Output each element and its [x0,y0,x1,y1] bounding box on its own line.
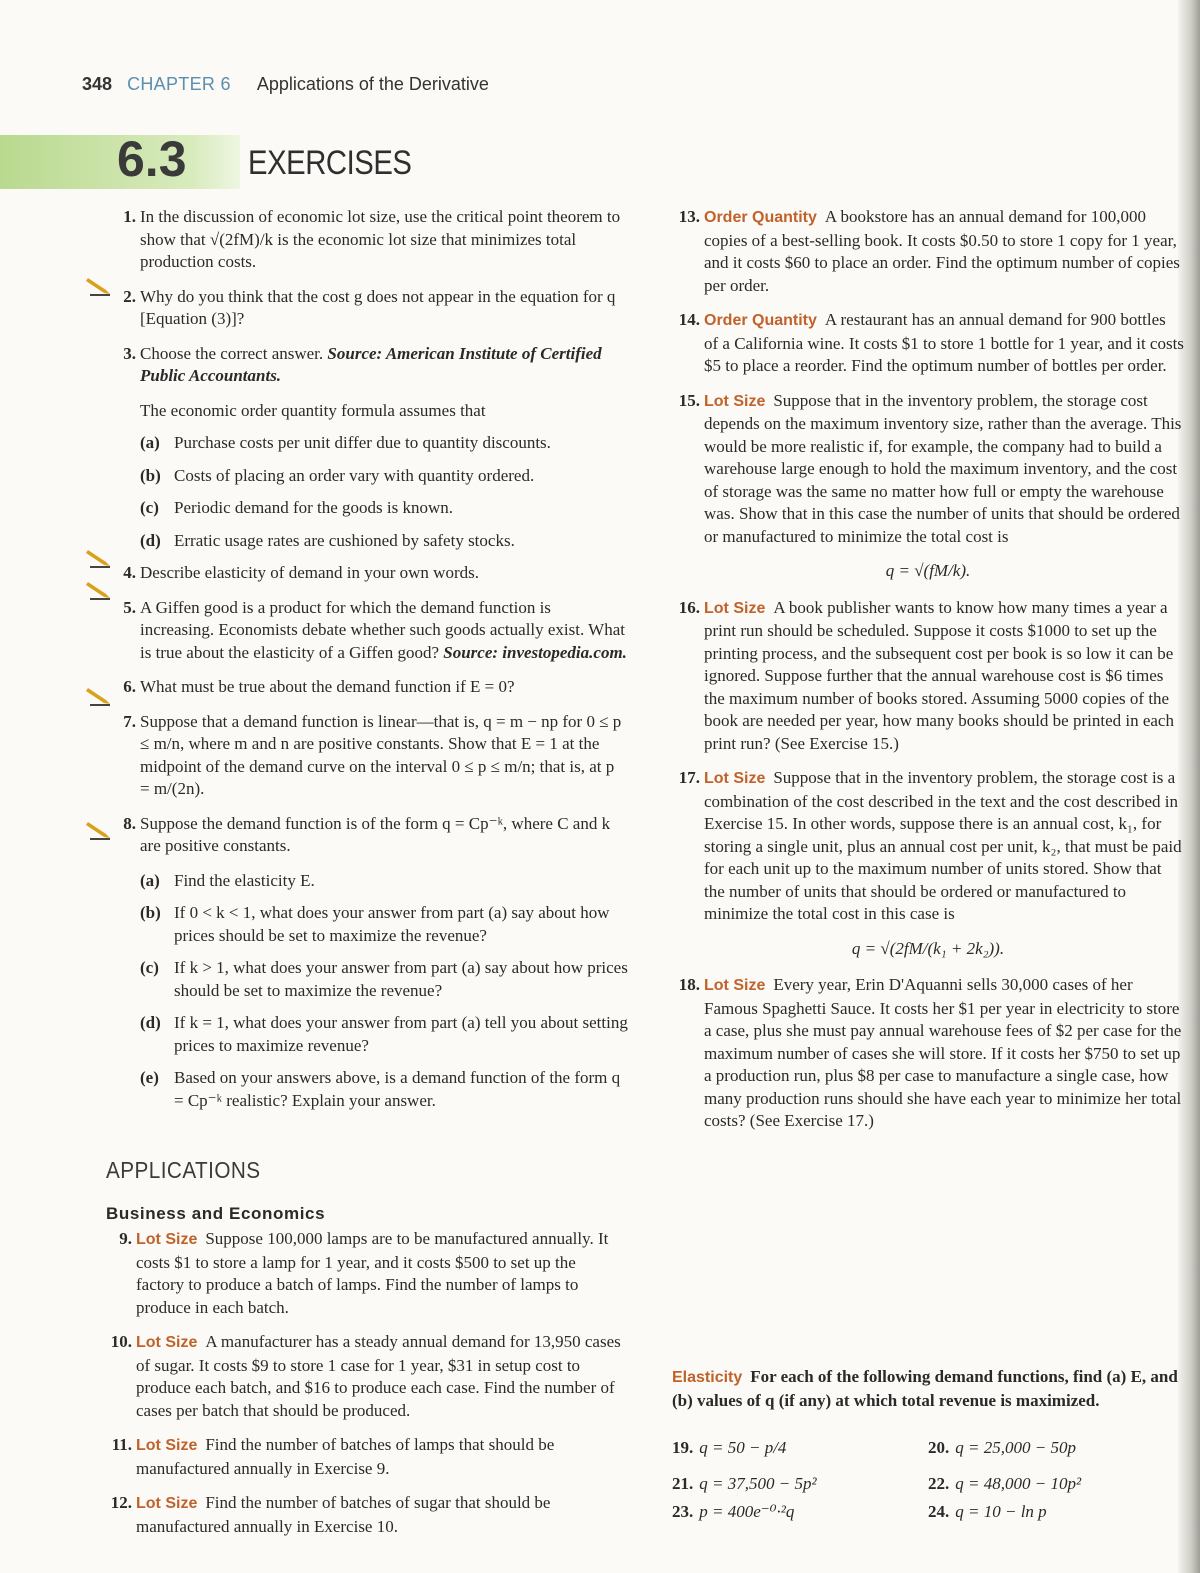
exercise-text: Suppose the demand function is of the form q = Cp⁻ᵏ, where C and k are positive constants. [140,813,611,855]
exercise-keyword: Lot Size [136,1437,198,1454]
ex3-option [108,432,628,455]
exercise-text: A Giffen good is a product for which the demand function is increasing. Economists debate whether such goods actually exist. What is true about the elasticity of a Giffen good? [140,597,625,662]
option-text: Costs of placing an order vary with quantity ordered. [174,465,535,485]
option-label: (c) [140,498,159,517]
exercise-keyword: Order Quantity [704,312,817,329]
eq-text: q = 25,000 − 50p [955,1438,1076,1457]
exercise-keyword: Lot Size [704,392,766,410]
exercise-source: Source: American Institute of Certified Public Accountants. [140,343,602,385]
exercise-text: Every year, Erin D'Aquanni sells 30,000 cases of her Famous Spaghetti Sauce. It costs her $1 per year in electricity to store a case, plus she must pay annual warehouse fees of $2 per case for the maximum number of cases she will store. If it costs her $750 to set up a production run, plus $8 per case to manufacture a single case, how many production runs should she have each year to minimize her total costs? (See Exercise 17.) [704,975,1182,1130]
exercise-11 [104,1434,628,1480]
section-title: EXERCISES [248,144,412,182]
option-label: (a) [140,433,160,452]
demand-equations [672,1438,1184,1522]
part-label: (e) [140,1068,159,1087]
eq-text: q = 37,500 − 5p² [699,1474,817,1493]
chapter-label: CHAPTER 6 [127,74,231,94]
exercise-number: 11. [111,1435,132,1454]
exercise-3 [108,343,628,388]
exercise-2 [108,286,628,331]
ex3-intro: The economic order quantity formula assumes that [140,400,486,420]
exercise-number: 3. [123,343,136,363]
exercise-5 [108,597,628,665]
exercise-text: Suppose that a demand function is linear—that is, q = m − np for 0 ≤ p ≤ m/n, where m and n are positive constants. Show that E = 1 at the midpoint of the demand curve on the interval 0 ≤ p ≤ m/n; that is, at p = m/(2n). [140,711,622,798]
eq-number: 20. [928,1438,950,1457]
demand-eq-20 [928,1438,1184,1458]
applications-left-column [104,1228,628,1550]
exercise-number: 5. [123,597,136,617]
eq-text: q = 50 − p/4 [699,1438,787,1457]
exercise-keyword: Lot Size [704,770,766,787]
ex8-part [108,957,628,1002]
exercise-number: 18. [678,975,700,994]
section-number: 6.3 [117,131,187,187]
eq-text: q = 10 − ln p [955,1502,1047,1521]
exercise-9 [104,1228,628,1319]
exercise-text: Find the number of batches of lamps that should be manufactured annually in Exercise 9. [136,1435,555,1478]
exercise-number: 16. [678,597,700,617]
page-number: 348 [82,74,113,94]
demand-eq-23 [672,1502,928,1522]
eq-number: 21. [672,1474,694,1493]
exercise-text: A manufacturer has a steady annual demand for 13,950 cases of sugar. It costs $9 to store 1 case for 1 year, $31 in setup cost to produce each batch, and $16 to produce each case. Find the number of cases per batch that should be produced. [136,1332,621,1420]
part-label: (d) [140,1013,161,1032]
eq-number: 24. [928,1502,950,1521]
exercise-number: 14. [678,310,700,329]
left-column [108,206,628,1122]
exercise-text: Why do you think that the cost g does not appear in the equation for q [Equation (3)]? [140,286,616,328]
exercise-number: 1. [123,207,136,226]
formula-17: q = √(2fM/(k₁ + 2k₂)). [851,938,1005,958]
exercise-text: A restaurant has an annual demand for 900 bottles of a California wine. It costs $1 to store 1 bottle for 1 year, and it costs $5 to place a reorder. Find the optimum number of bottles per order. [704,310,1184,375]
exercise-number: 4. [123,563,136,582]
option-text: Erratic usage rates are cushioned by safety stocks. [174,530,515,550]
eq-number: 19. [672,1438,694,1457]
exercise-number: 7. [123,711,136,731]
part-label: (a) [140,870,160,890]
exercise-text: Suppose 100,000 lamps are to be manufactured annually. It costs $1 to store a lamp for 1 year, and it costs $500 to set up the factory to produce a batch of lamps. Find the number of lamps to produce in each batch. [136,1229,609,1317]
demand-eq-24 [928,1502,1184,1522]
exercise-text: In the discussion of economic lot size, use the critical point theorem to show that √(2fM)/k is the economic lot size that minimizes total production costs. [140,207,621,271]
exercise-keyword: Lot Size [136,1334,198,1351]
exercise-keyword: Lot Size [136,1495,198,1512]
ex3-option [108,497,628,520]
exercise-6 [108,676,628,699]
exercise-8 [108,813,628,858]
exercise-18 [672,974,1184,1133]
elasticity-instructions [672,1366,1184,1412]
exercise-number: 15. [678,390,700,410]
part-label: (b) [140,903,161,922]
part-label: (c) [140,958,159,977]
option-text: Periodic demand for the goods is known. [174,498,454,517]
exercise-12 [104,1492,628,1538]
exercise-text: Suppose that in the inventory problem, the storage cost depends on the maximum inventory size, rather than the average. This would be more realistic if, for example, the company had to build a warehouse large enough to hold the maximum inventory, and the cost of storage was the same no matter how full or empty the warehouse was. Show that in this case the number of units that should be ordered or manufactured to minimize the total cost is [704,390,1182,546]
running-header [82,74,489,95]
eq-number: 23. [672,1502,694,1521]
exercise-text: Find the number of batches of sugar that should be manufactured annually in Exercise 10. [136,1493,551,1536]
exercise-number: 10. [110,1332,132,1351]
eq-text: q = 48,000 − 10p² [955,1474,1082,1493]
exercise-keyword: Lot Size [136,1231,198,1248]
demand-eq-21 [672,1474,928,1494]
elasticity-keyword: Elasticity [672,1369,743,1386]
exercise-14 [672,309,1184,378]
exercise-number: 17. [678,768,700,787]
exercise-number: 6. [123,677,136,696]
exercise-number: 8. [123,813,136,833]
exercise-text: Describe elasticity of demand in your own words. [140,563,479,582]
exercise-15 [672,390,1184,549]
exercise-keyword: Order Quantity [704,209,817,226]
exercise-number: 2. [123,286,136,306]
part-text: Based on your answers above, is a demand function of the form q = Cp⁻ᵏ realistic? Explain your answer. [174,1068,621,1110]
exercise-text: Suppose that in the inventory problem, the storage cost is a combination of the cost described in the text and the cost described in Exercise 15. In other words, suppose there is an annual cost, k₁, for storing a single unit, plus an annual cost per unit, k₂, that must be paid for each unit up to the maximum number of units stored. Show that the number of units that should be ordered or manufactured to minimize the total cost in this case is [704,768,1182,923]
exercise-4 [108,562,628,585]
exercise-number: 12. [110,1493,132,1512]
right-column [672,206,1184,1145]
eq-text: p = 400e⁻⁰·²q [699,1502,795,1521]
exercise-keyword: Lot Size [704,977,766,994]
option-label: (b) [140,465,161,485]
demand-eq-22 [928,1474,1184,1494]
ex3-option [108,530,628,553]
elasticity-text: For each of the following demand functions, find (a) E, and (b) values of q (if any) at which total revenue is maximized. [672,1367,1178,1410]
exercise-text: A bookstore has an annual demand for 100,000 copies of a best-selling book. It costs $0.50 to store 1 copy for 1 year, and it costs $60 to place an order. Find the optimum number of copies per order. [704,207,1180,295]
exercise-10 [104,1331,628,1422]
chapter-title: Applications of the Derivative [256,74,489,94]
exercise-number: 13. [678,207,700,226]
exercise-text: Choose the correct answer. [140,343,324,363]
part-text: If k > 1, what does your answer from part (a) say about how prices should be set to maximize the revenue? [174,958,628,1000]
formula-15: q = √(fM/k). [885,561,971,580]
ex3-option [108,465,628,488]
part-text: If 0 < k < 1, what does your answer from part (a) say about how prices should be set to maximize the revenue? [174,903,610,945]
exercise-1 [108,206,628,274]
ex8-part [108,870,628,893]
exercise-7 [108,711,628,801]
applications-heading: APPLICATIONS [106,1157,261,1183]
exercise-17 [672,767,1184,926]
option-label: (d) [140,530,161,550]
exercise-text: A book publisher wants to know how many times a year a print run should be scheduled. Suppose it costs $1000 to set up the printing process, and the subsequent cost per book is so low it can be ignored. Suppose further that the annual warehouse cost is $6 times the maximum number of books stored. Assuming 5000 copies of the book are needed per year, how many books should be printed in each print run? (See Exercise 15.) [704,597,1174,753]
part-text: If k = 1, what does your answer from part (a) tell you about setting prices to maximize revenue? [174,1013,628,1055]
exercise-number: 9. [119,1229,132,1248]
ex8-part [108,1012,628,1057]
exercise-16 [672,597,1184,756]
exercise-keyword: Lot Size [704,599,766,617]
part-text: Find the elasticity E. [174,870,315,890]
business-economics-heading: Business and Economics [106,1204,326,1223]
ex8-part [108,1067,628,1112]
exercise-13 [672,206,1184,297]
exercise-text: What must be true about the demand function if E = 0? [140,677,515,696]
ex8-part [108,902,628,947]
eq-number: 22. [928,1474,950,1493]
option-text: Purchase costs per unit differ due to quantity discounts. [174,433,551,452]
exercise-source: Source: investopedia.com. [443,642,627,662]
demand-eq-19 [672,1438,928,1458]
